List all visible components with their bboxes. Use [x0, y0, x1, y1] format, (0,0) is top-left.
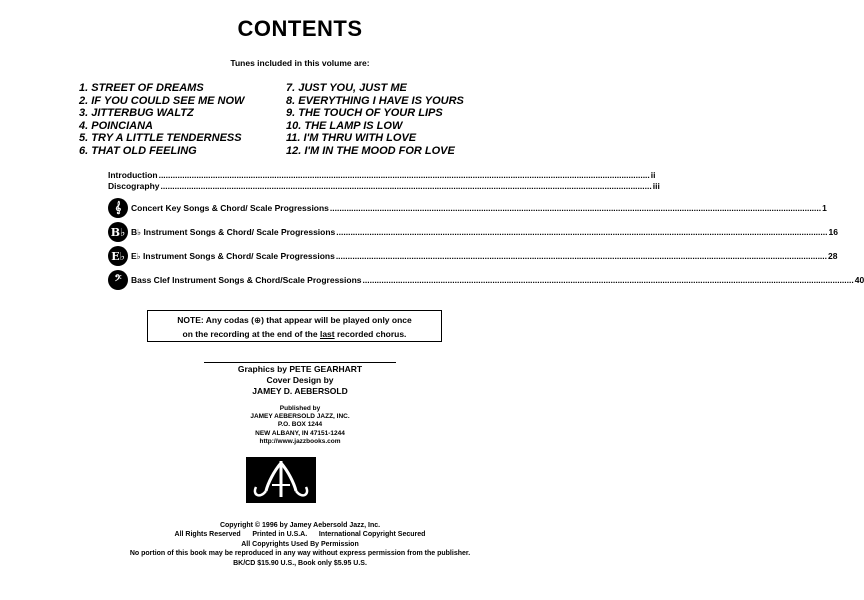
tune-item: 4. POINCIANA — [79, 119, 153, 132]
publisher-logo — [246, 457, 316, 503]
toc-section-bflat — [108, 221, 838, 243]
tune-item: 6. THAT OLD FEELING — [79, 144, 197, 157]
dot-leader — [330, 203, 821, 213]
toc-label: Bass Clef Instrument Songs & Chord/Scale Progressions — [131, 275, 362, 285]
tunes-intro: Tunes included in this volume are: — [230, 58, 370, 68]
toc-section-eflat — [108, 245, 838, 267]
publisher-url: http://www.jazzbooks.com — [259, 437, 341, 445]
toc-label: Discography — [108, 181, 160, 191]
publisher-box: P.O. BOX 1244 — [277, 421, 323, 429]
dot-leader — [336, 251, 827, 261]
toc-page: 40 — [854, 275, 864, 285]
publisher-city: NEW ALBANY, IN 47151-1244 — [255, 429, 345, 437]
note-emphasis: last — [319, 329, 335, 339]
tune-item: 11. I'M THRU WITH LOVE — [286, 132, 417, 145]
toc-page: 1 — [822, 203, 827, 213]
dot-leader — [336, 227, 827, 237]
publisher-block — [0, 405, 600, 446]
note-text: NOTE: Any codas ( — [177, 315, 254, 325]
graphics-credit: Graphics by PETE GEARHART — [237, 364, 363, 374]
copyright-block — [0, 521, 600, 568]
tune-item: 12. I'M IN THE MOOD FOR LOVE — [286, 144, 455, 157]
note-text: recorded chorus. — [334, 329, 407, 339]
publisher-name: JAMEY AEBERSOLD JAZZ, INC. — [250, 413, 350, 421]
toc-section-bass — [108, 269, 864, 291]
published-by: Published by — [279, 405, 321, 412]
ja-logo-icon — [246, 457, 316, 503]
rights-line: All Rights Reserved Printed in U.S.A. International Copyright Secured — [174, 531, 426, 539]
toc-page: ii — [650, 170, 656, 180]
tune-item: 1. STREET OF DREAMS — [79, 82, 204, 94]
permission-line: All Copyrights Used By Permission — [241, 540, 359, 548]
tune-list-left — [79, 82, 244, 158]
reproduction-line: No portion of this book may be reproduced in any way without express permission from the publisher. — [129, 550, 471, 558]
toc-discography — [108, 181, 660, 191]
cover-credit-label: Cover Design by — [266, 375, 334, 385]
tune-item: 3. JITTERBUG WALTZ — [79, 107, 194, 120]
tune-item: 2. IF YOU COULD SEE ME NOW — [79, 94, 245, 107]
toc-label: Concert Key Songs & Chord/ Scale Progressions — [131, 203, 329, 213]
note-line-2 — [148, 327, 441, 341]
tune-item: 10. THE LAMP IS LOW — [286, 119, 403, 132]
coda-icon: ⊕ — [253, 315, 262, 325]
note-text: on the recording at the end of the — [182, 329, 320, 339]
toc-page: 16 — [828, 226, 838, 237]
price-line: BK/CD $15.90 U.S., Book only $5.95 U.S. — [233, 559, 367, 567]
copyright-line: Copyright © 1996 by Jamey Aebersold Jazz, Inc. — [219, 522, 381, 529]
toc-label: Introduction — [108, 170, 158, 180]
toc-label: E♭ Instrument Songs & Chord/ Scale Progressions — [131, 250, 335, 261]
dot-leader — [159, 170, 650, 180]
note-line-1 — [148, 313, 441, 327]
bflat-icon: B♭ — [108, 222, 128, 242]
eflat-icon: E♭ — [108, 246, 128, 266]
page-title: CONTENTS — [237, 16, 363, 41]
toc-label: B♭ Instrument Songs & Chord/ Scale Progressions — [131, 226, 336, 237]
dot-leader — [161, 181, 652, 191]
toc-introduction — [108, 170, 656, 180]
tune-item: 7. JUST YOU, JUST ME — [286, 82, 407, 94]
tune-list-right — [286, 82, 464, 158]
tune-item: 8. EVERYTHING I HAVE IS YOURS — [286, 94, 464, 107]
bass-clef-icon: 𝄢 — [108, 270, 128, 290]
cover-credit-name: JAMEY D. AEBERSOLD — [252, 386, 348, 396]
note-text: ) that appear will be played only once — [261, 315, 412, 325]
toc-page: iii — [652, 181, 660, 191]
treble-clef-icon: 𝄞 — [108, 198, 128, 218]
toc-page: 28 — [828, 250, 838, 261]
coda-note-box — [147, 310, 442, 342]
dot-leader — [363, 275, 854, 285]
divider — [204, 362, 396, 363]
tune-item: 5. TRY A LITTLE TENDERNESS — [79, 132, 242, 145]
tune-item: 9. THE TOUCH OF YOUR LIPS — [286, 107, 443, 120]
toc-section-concert — [108, 197, 827, 219]
